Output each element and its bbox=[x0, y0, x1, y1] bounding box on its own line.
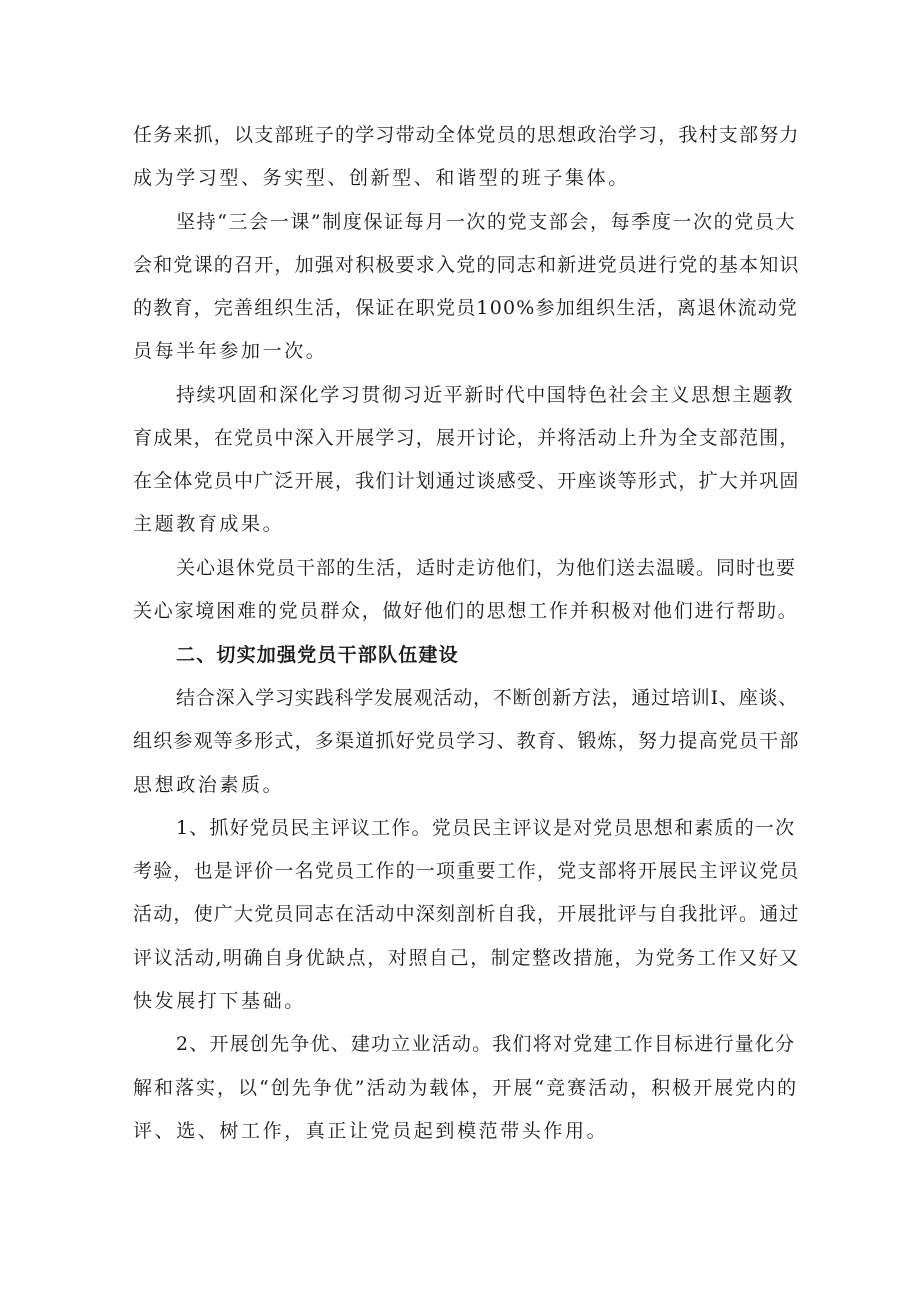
text-line: 育成果，在党员中深入开展学习，展开讨论，并将活动上升为全支部范围， bbox=[133, 427, 800, 449]
text-line: 持续巩固和深化学习贯彻习近平新时代中国特色社会主义思想主题教 bbox=[176, 384, 795, 406]
text-line: 2、开展创先争优、建功立业活动。我们将对党建工作目标进行量化分 bbox=[176, 1033, 796, 1055]
text-line: 评议活动,明确自身优缺点，对照自己，制定整改措施，为党务工作又好又 bbox=[133, 947, 800, 969]
text-line: 解和落实，以“创先争优”活动为载体，开展“竞赛活动，积极开展党内的 bbox=[133, 1077, 799, 1099]
text-line: 考验，也是评价一名党员工作的一项重要工作，党支部将开展民主评议党员 bbox=[133, 860, 800, 882]
text-line: 员每半年参加一次。 bbox=[133, 340, 328, 362]
text-line: 任务来抓，以支部班子的学习带动全体党员的思想政治学习，我村支部努力 bbox=[133, 124, 800, 146]
text-line: 结合深入学习实践科学发展观活动，不断创新方法，通过培训I、座谈、 bbox=[176, 687, 799, 709]
text-line: 成为学习型、务实型、创新型、和谐型的班子集体。 bbox=[133, 167, 630, 189]
text-line: 关心退休党员干部的生活，适时走访他们，为他们送去温暖。同时也要 bbox=[176, 557, 797, 579]
text-line: 主题教育成果。 bbox=[133, 513, 285, 535]
text-line: 组织参观等多形式，多渠道抓好党员学习、教育、锻炼，努力提高党员干部 bbox=[133, 730, 800, 752]
text-line: 关心家境困难的党员群众，做好他们的思想工作并积极对他们进行帮助。 bbox=[133, 600, 799, 622]
text-line: 思想政治素质。 bbox=[133, 774, 285, 796]
text-line: 在全体党员中广泛开展，我们计划通过谈感受、开座谈等形式，扩大并巩固 bbox=[133, 470, 800, 492]
text-line: 1、抓好党员民主评议工作。党员民主评议是对党员思想和素质的一次 bbox=[176, 817, 796, 839]
section-heading: 二、切实加强党员干部队伍建设 bbox=[176, 644, 459, 666]
text-line: 坚持“三会一课”制度保证每月一次的党支部会，每季度一次的党员大 bbox=[176, 211, 797, 233]
text-line: 评、选、树工作，真正让党员起到模范带头作用。 bbox=[133, 1120, 609, 1142]
text-line: 会和党课的召开，加强对积极要求入党的同志和新进党员进行党的基本知识 bbox=[133, 254, 800, 276]
text-line: 的教育，完善组织生活，保证在职党员100%参加组织生活，离退休流动党 bbox=[133, 297, 799, 319]
text-line: 快发展打下基础。 bbox=[133, 990, 306, 1012]
text-line: 活动，使广大党员同志在活动中深刻剖析自我，开展批评与自我批评。通过 bbox=[133, 903, 800, 925]
